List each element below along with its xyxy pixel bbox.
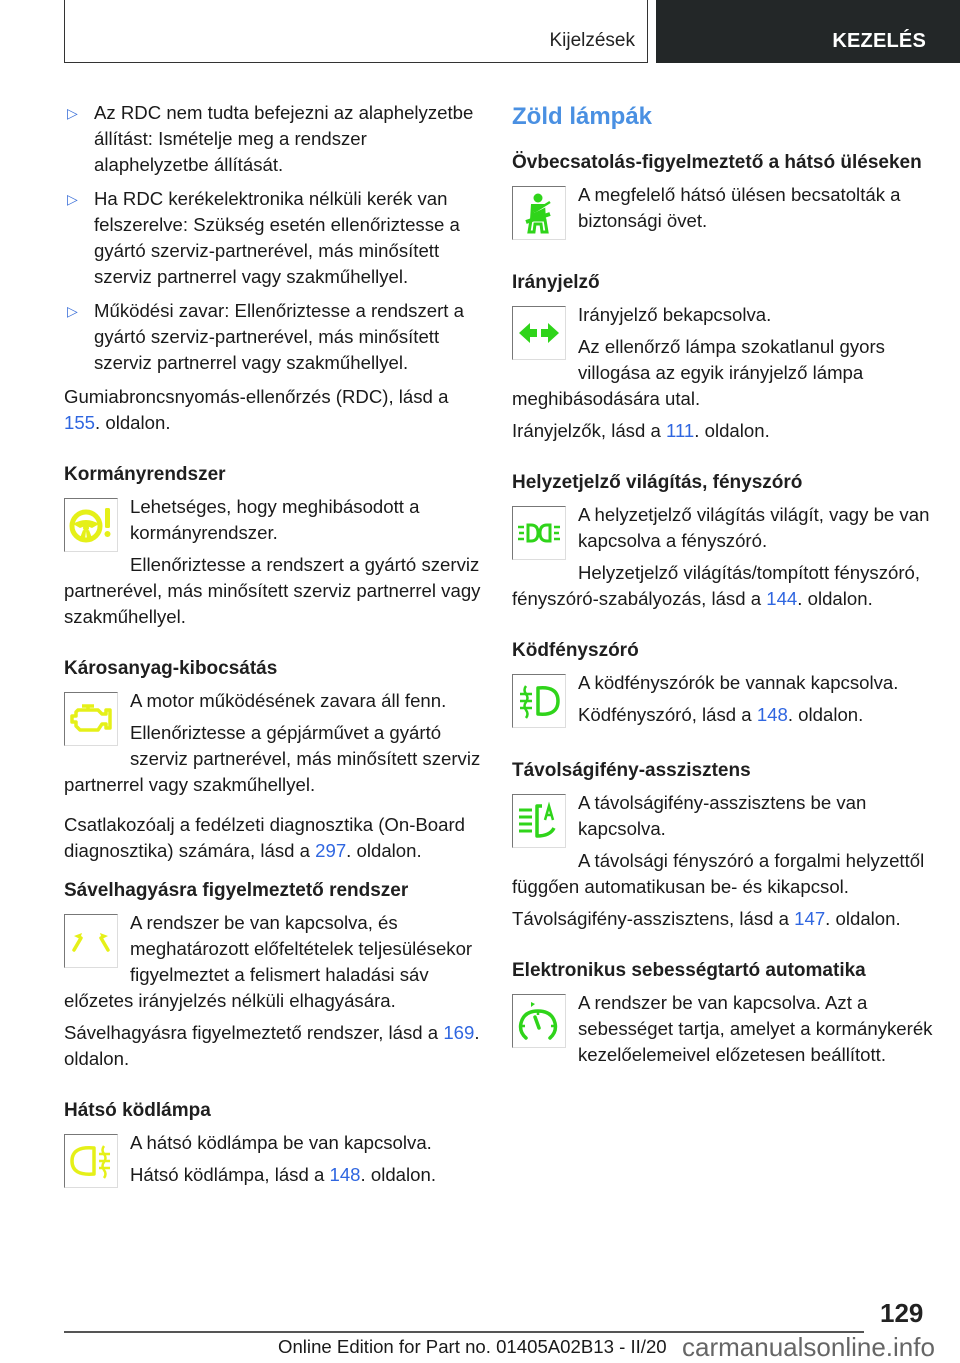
watermark: carmanualsonline.info	[682, 1332, 935, 1362]
engine-check-icon	[64, 692, 118, 746]
page-link[interactable]: 147	[794, 908, 826, 929]
section-title-fog: Ködfényszóró	[512, 640, 639, 661]
section-title-cruise: Elektronikus sebességtartó automatika	[512, 960, 866, 981]
bullet-triangle-icon: ▷	[67, 105, 78, 121]
section-title-high-beam: Távolságifény-asszisztens	[512, 760, 751, 781]
page-link[interactable]: 144	[766, 588, 798, 609]
left-column	[64, 100, 486, 1194]
page-link[interactable]: 155	[64, 412, 96, 433]
section-title-lane: Sávelhagyásra figyelmeztető rendszer	[64, 880, 409, 901]
high-beam-reference: Távolságifény-asszisztens, lásd a 147. oldalon.	[512, 908, 901, 929]
section-title-parking: Helyzetjelző világítás, fényszóró	[512, 472, 803, 493]
lane-reference: Sávelhagyásra figyelmeztető rendszer, lásd a 169. oldalon.	[64, 1022, 480, 1069]
section-title-steering: Kormányrendszer	[64, 464, 226, 485]
page-link[interactable]: 297	[315, 840, 347, 861]
obd-reference: Csatlakozóalj a fedélzeti diagnosztika (On-Board diagnosztika) számára, lásd a 297. oldalon.	[64, 814, 466, 861]
section-label: Kijelzések	[549, 30, 635, 51]
rdc-reference: Gumiabroncsnyomás-ellenőrzés (RDC), lásd a 155. oldalon.	[64, 386, 449, 433]
cruise-control-icon	[512, 994, 566, 1048]
bullet-item: ▷ Működési zavar: Ellenőriztesse a rendszert a gyártó szerviz-partnerével, más minősített szerviz partnerrel vagy szakműhellyel.	[67, 300, 464, 373]
section-title-turn: Irányjelző	[512, 272, 600, 293]
rear-fog-reference: Hátsó ködlámpa, lásd a 148. oldalon.	[130, 1164, 436, 1185]
lane-entry: A rendszer be van kapcsolva, és meghatározott előfeltételek teljesülésekor figyelmeztet a felismert haladási sáv előzetes irányjelzés nélküli elhagyására.	[64, 912, 473, 1011]
page-link[interactable]: 148	[756, 704, 788, 725]
turn-signal-icon	[512, 306, 566, 360]
page-number: 129	[880, 1298, 924, 1328]
fog-reference: Ködfényszóró, lásd a 148. oldalon.	[578, 704, 864, 725]
fog-entry: A ködfényszórók be vannak kapcsolva. Ködfényszóró, lásd a 148. oldalon.	[512, 670, 934, 728]
turn-entry: Irányjelző bekapcsolva. Az ellenőrző lámpa szokatlanul gyors villogása az egyik irányjelző lámpa meghibásodására utal.	[512, 304, 885, 409]
bullet-item: ▷ Ha RDC kerékelektronika nélküli kerék van felszerelve: Szükség esetén ellenőriztesse a gyártó szerviz-partnerével, más minősített szerviz partnerrel vagy szakműhellyel.	[67, 188, 460, 287]
header-chapter-tab	[656, 0, 960, 63]
parking-lights-icon	[512, 506, 566, 560]
right-column	[512, 100, 934, 1074]
section-title-seatbelt: Övbecsatolás-figyelmeztető a hátsó üléseken	[512, 152, 922, 173]
bullet-triangle-icon: ▷	[67, 303, 78, 319]
bullet-triangle-icon: ▷	[67, 191, 78, 207]
page-link[interactable]: 148	[329, 1164, 361, 1185]
section-title-rear-fog: Hátsó ködlámpa	[64, 1100, 211, 1121]
parking-reference: Helyzetjelző világítás/tompított fényszóró, fényszóró-szabályozás, lásd a 144. oldalon.	[512, 562, 921, 609]
green-lamps-heading: Zöld lámpák	[512, 103, 653, 130]
parking-entry: A helyzetjelző világítás világít, vagy be van kapcsolva a fényszóró.	[512, 502, 934, 554]
rear-fog-entry: A hátsó ködlámpa be van kapcsolva. Hátsó ködlámpa, lásd a 148. oldalon.	[64, 1130, 486, 1188]
cruise-entry: A rendszer be van kapcsolva. Azt a sebességet tartja, amelyet a kormánykerék kezelőelemeivel előzetesen beállított.	[512, 990, 934, 1068]
header-section-tab	[64, 0, 648, 63]
section-title-emissions: Károsanyag-kibocsátás	[64, 658, 278, 679]
front-fog-light-icon	[512, 674, 566, 728]
high-beam-assist-icon	[512, 794, 566, 848]
bullet-item: ▷ Az RDC nem tudta befejezni az alaphelyzetbe állítást: Ismételje meg a rendszer alaphelyzetbe állítását.	[67, 102, 474, 175]
turn-reference: Irányjelzők, lásd a 111. oldalon.	[512, 420, 770, 441]
page-link[interactable]: 111	[666, 420, 695, 441]
seatbelt-icon	[512, 186, 566, 240]
lane-departure-icon	[64, 914, 118, 968]
high-beam-entry: A távolságifény-asszisztens be van kapcsolva. A távolsági fényszóró a forgalmi helyzettől függően automatikusan be- és kikapcsol.	[512, 792, 925, 897]
edition-text: Online Edition for Part no. 01405A02B13 - II/20	[278, 1336, 667, 1357]
steering-wheel-warning-icon	[64, 498, 118, 552]
rear-fog-lamp-icon	[64, 1134, 118, 1188]
steering-entry: Lehetséges, hogy meghibásodott a kormányrendszer. Ellenőriztesse a rendszert a gyártó szerviz partnerével, más minősített szerviz partnerrel vagy szakműhellyel.	[64, 496, 481, 627]
emissions-entry: A motor működésének zavara áll fenn. Ellenőriztesse a gépjárművet a gyártó szerviz partnerével, más minősített szerviz partnerrel vagy szakműhellyel.	[64, 690, 481, 795]
seatbelt-entry: A megfelelő hátsó ülésen becsatolták a biztonsági övet.	[512, 182, 934, 234]
chapter-label: KEZELÉS	[832, 30, 926, 52]
page-link[interactable]: 169	[443, 1022, 475, 1043]
